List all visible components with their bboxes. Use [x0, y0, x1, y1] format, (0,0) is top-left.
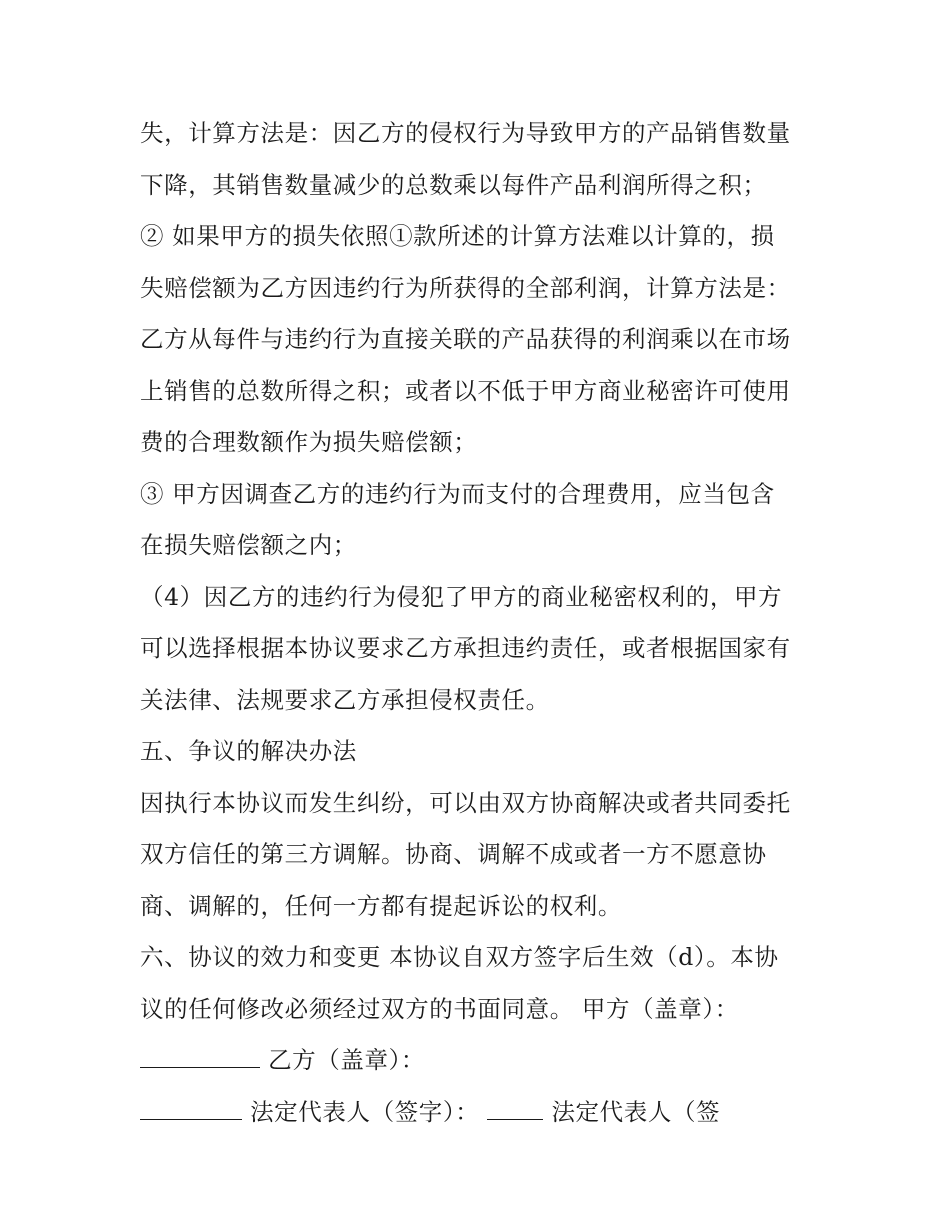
party-b-seal-label: 乙方（盖章）： [260, 1046, 426, 1074]
contract-body [140, 108, 830, 1138]
signature-blank [140, 1049, 260, 1068]
paragraph-line: ② 如果甲方的损失依照①款所述的计算方法难以计算的，损 [140, 222, 775, 250]
signature-blank [487, 1101, 543, 1120]
paragraph-line: 乙方从每件与违约行为直接关联的产品获得的利润乘以在市场 [140, 325, 791, 353]
paragraph-line: 关法律、法规要求乙方承担侵权责任。 [140, 685, 550, 714]
signature-blank [140, 1101, 242, 1120]
paragraph-line: 双方信任的第三方调解。协商、调解不成或者一方不愿意协 [140, 840, 767, 868]
paragraph-line: （4）因乙方的违约行为侵犯了甲方的商业秘密权利的，甲方 [140, 582, 783, 611]
paragraph-line: 六、协议的效力和变更 本协议自双方签字后生效（d）。本协 [140, 943, 779, 971]
paragraph-line: 在损失赔偿额之内； [140, 531, 357, 559]
paragraph-line: 下降，其销售数量减少的总数乘以每件产品利润所得之积； [140, 170, 767, 199]
paragraph-line: 失赔偿额为乙方因违约行为所获得的全部利润，计算方法是： [140, 273, 791, 302]
paragraph-line: 商、调解的，任何一方都有提起诉讼的权利。 [140, 891, 622, 920]
section-heading: 五、争议的解决办法 [140, 737, 357, 765]
representative-signature-label: 法定代表人（签字）： [242, 1097, 488, 1126]
paragraph-line: 失，计算方法是：因乙方的侵权行为导致甲方的产品销售数量 [140, 119, 791, 147]
signature-line-representatives [140, 1087, 830, 1139]
paragraph-line: 因执行本协议而发生纠纷，可以由双方协商解决或者共同委托 [140, 788, 791, 817]
paragraph-line: 可以选择根据本协议要求乙方承担违约责任，或者根据国家有 [140, 634, 791, 662]
paragraph-line: 议的任何修改必须经过双方的书面同意。 甲方（盖章）： [140, 994, 739, 1023]
signature-line-party-b [140, 1035, 830, 1087]
paragraph-line: 上销售的总数所得之积；或者以不低于甲方商业秘密许可使用 [140, 376, 791, 405]
paragraph-line: ③ 甲方因调查乙方的违约行为而支付的合理费用，应当包含 [140, 479, 775, 508]
paragraph-line: 费的合理数额作为损失赔偿额； [140, 428, 478, 456]
representative-signature-label: 法定代表人（签 [543, 1097, 721, 1126]
